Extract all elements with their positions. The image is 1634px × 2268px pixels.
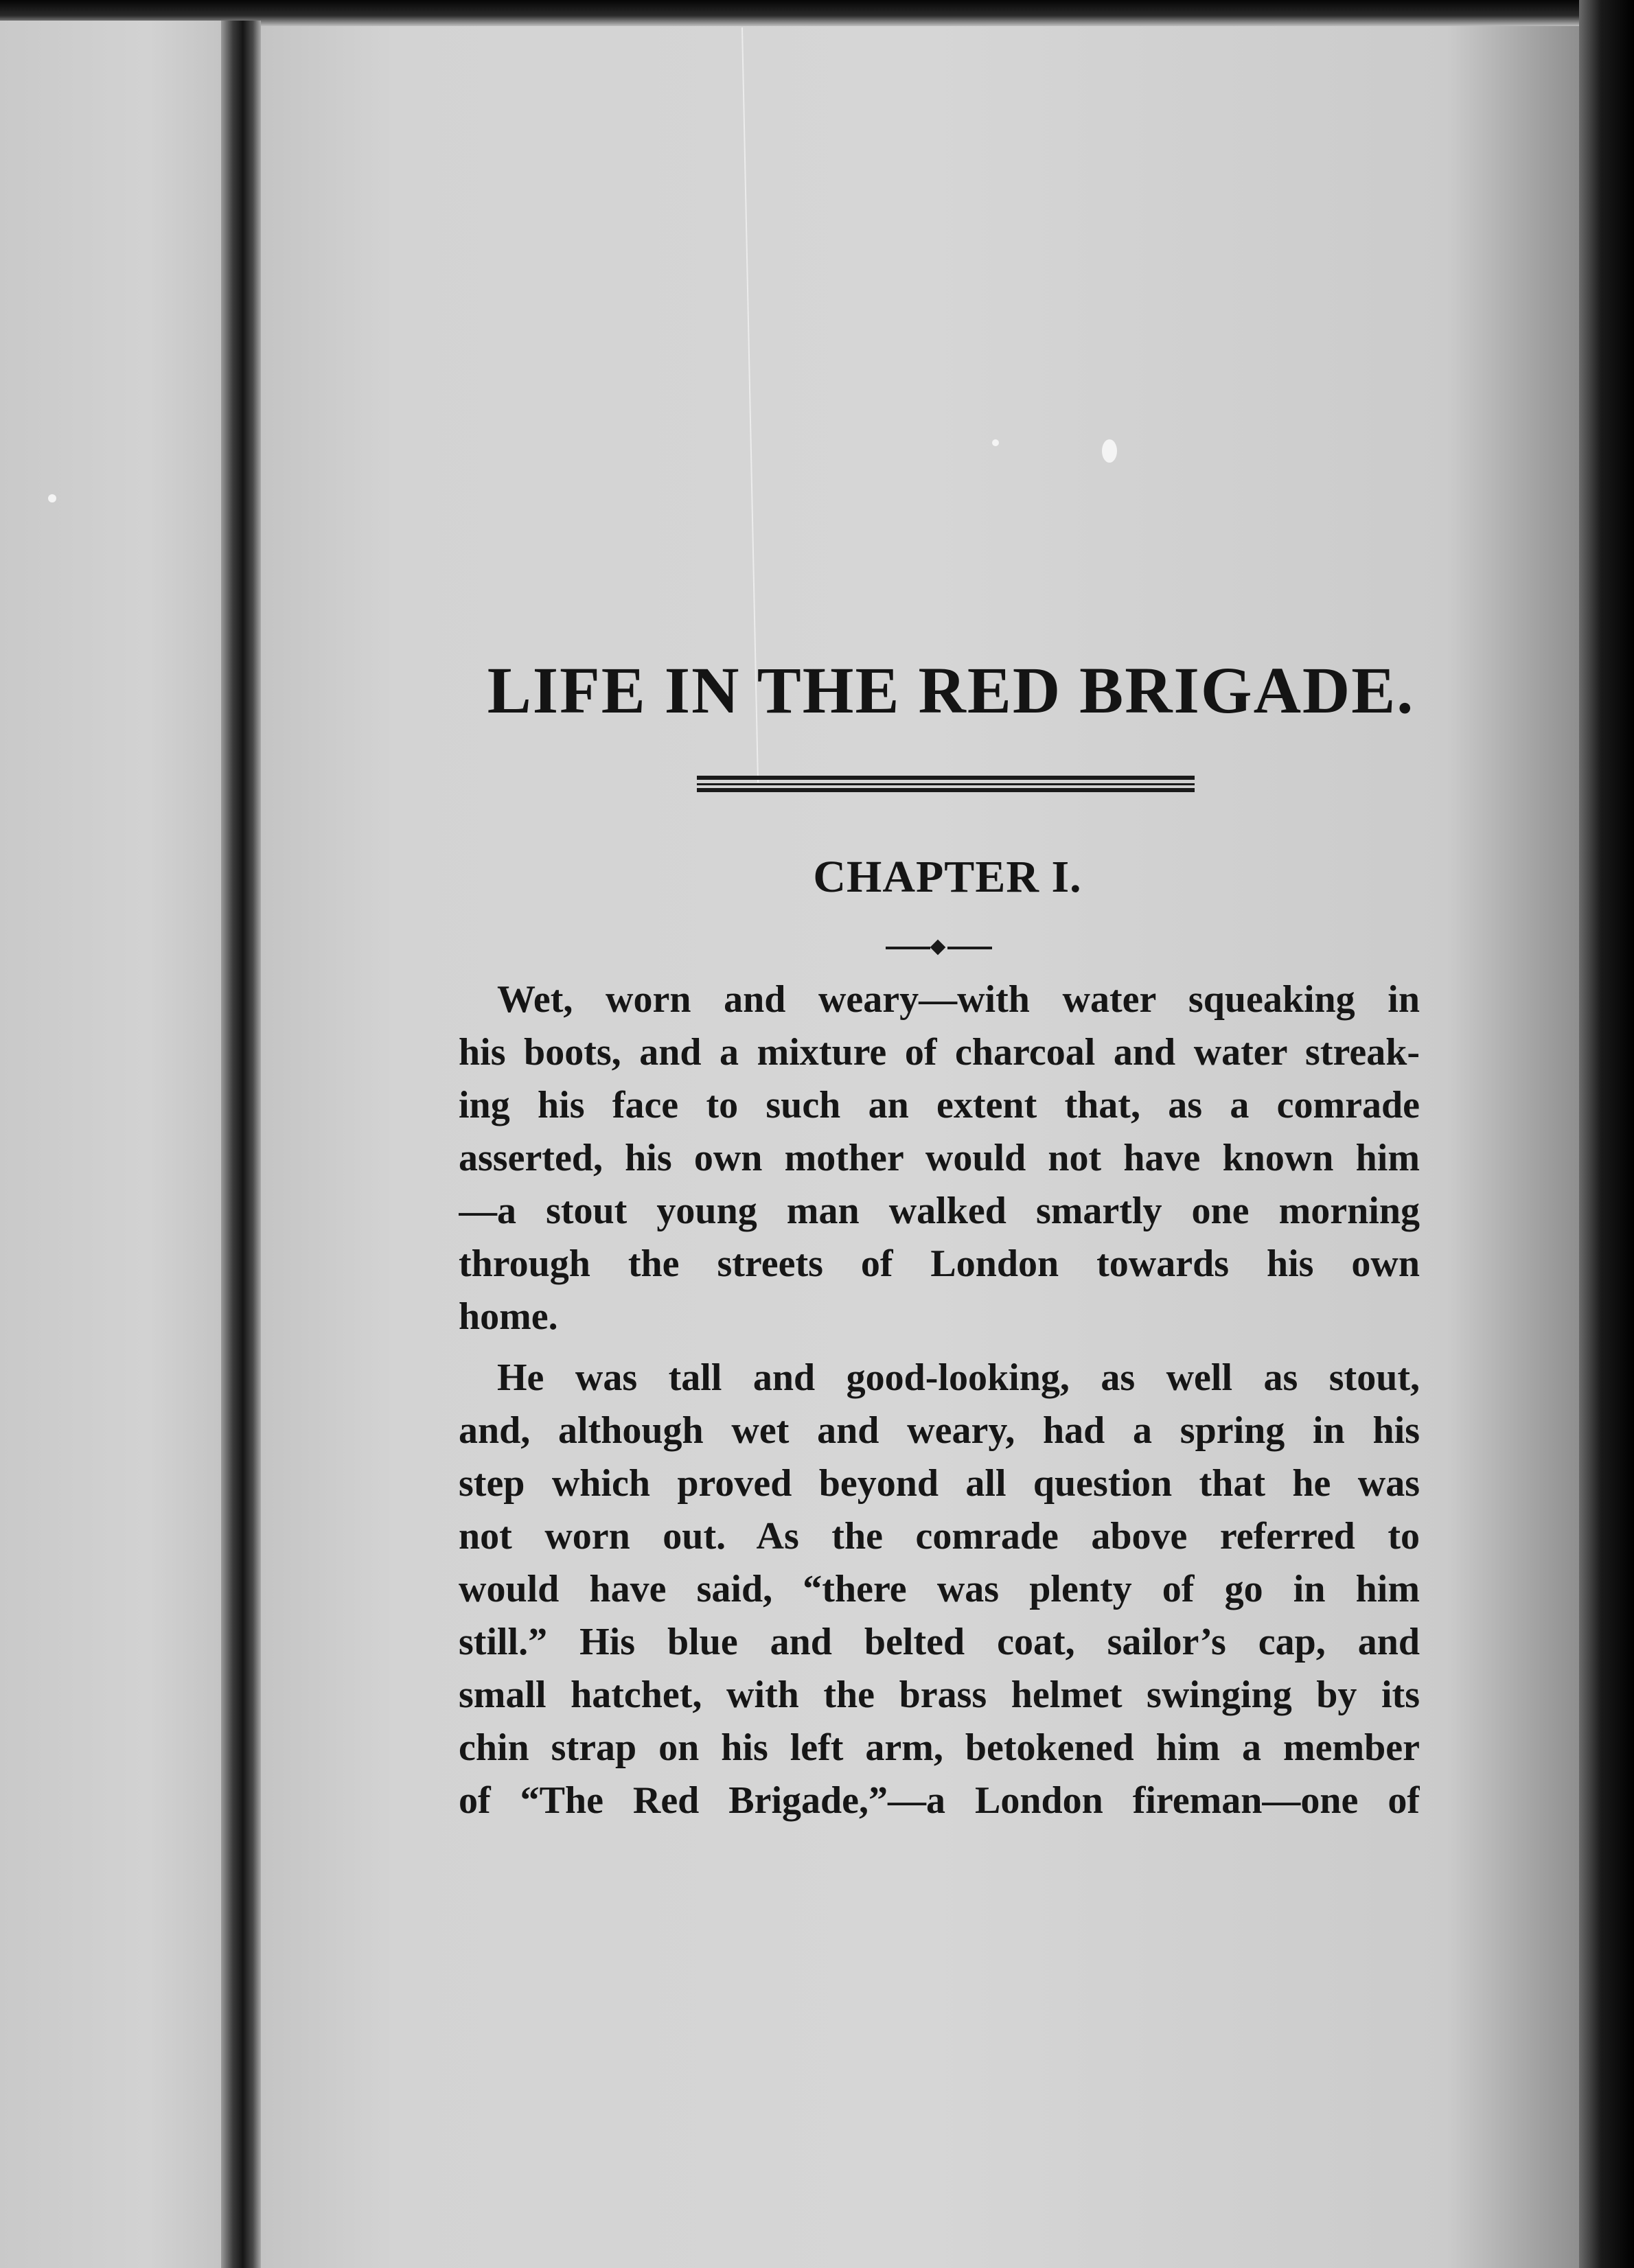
text-line: small hatchet, with the brass helmet swinging by its [459,1674,1420,1716]
book-spine-gutter [221,21,261,2268]
dust-speck [48,494,56,502]
text-line: asserted, his own mother would not have known him [459,1137,1420,1179]
text-line: chin strap on his left arm, betokened him a member [459,1726,1420,1769]
chapter-ornament [886,940,992,956]
right-scan-edge [1579,0,1634,2268]
text-line: and, although wet and weary, had a spring in his [459,1409,1420,1452]
text-line: his boots, and a mixture of charcoal and water streak- [459,1031,1420,1074]
text-line: would have said, “there was plenty of go in him [459,1568,1420,1610]
text-line: of “The Red Brigade,”—a London fireman—one of [459,1779,1420,1822]
paragraph-1 [459,973,1420,1343]
book-title: LIFE IN THE RED BRIGADE. [487,653,1415,727]
text-line: Wet, worn and weary—with water squeaking in [497,978,1420,1021]
text-line: He was tall and good-looking, as well as stout, [497,1356,1420,1399]
text-line: home. [459,1295,558,1338]
text-line: —a stout young man walked smartly one morning [459,1190,1420,1232]
title-double-rule [697,776,1195,794]
text-line: step which proved beyond all question that he was [459,1462,1420,1505]
text-line: not worn out. As the comrade above referred to [459,1515,1420,1558]
text-line: still.” His blue and belted coat, sailor’s cap, and [459,1621,1420,1663]
paragraph-2 [459,1352,1420,1827]
text-line: through the streets of London towards his own [459,1242,1420,1285]
dust-speck [1102,439,1117,463]
text-line: ing his face to such an extent that, as a comrade [459,1084,1420,1126]
chapter-body [459,973,1420,1827]
left-blank-page [0,21,247,2268]
dust-speck [992,439,999,446]
chapter-heading: CHAPTER I. [813,852,1082,902]
